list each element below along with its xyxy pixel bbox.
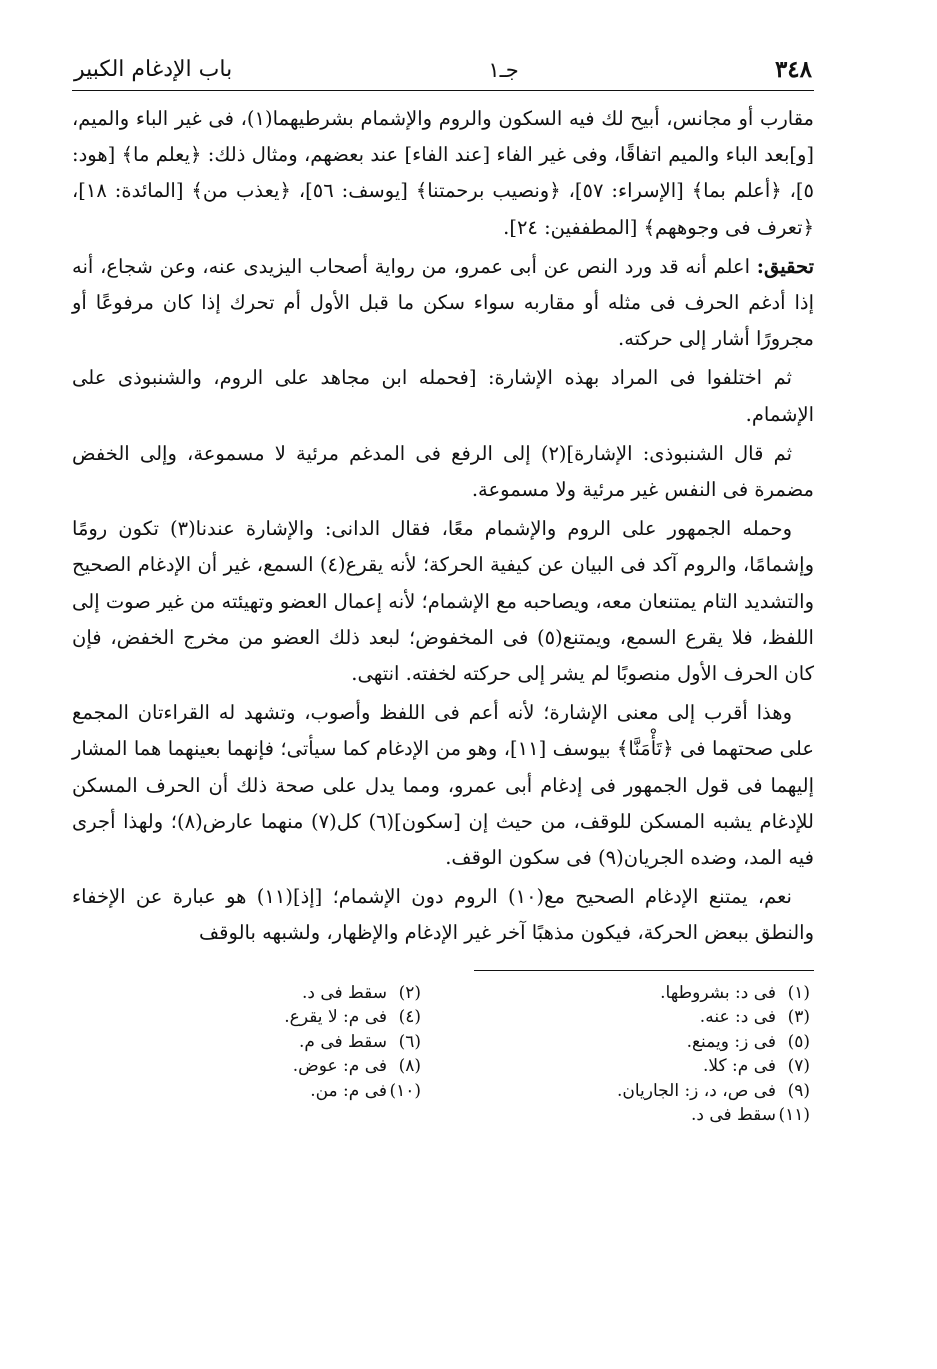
footnote-text: فى د: بشروطها. (660, 982, 776, 1003)
paragraph-term: تحقيق: (756, 254, 814, 278)
footnote-number: (٤) (398, 1007, 421, 1028)
running-header (72, 50, 814, 91)
footnote (461, 981, 810, 1006)
footnote (72, 1030, 421, 1055)
paragraph: وهذا أقرب إلى معنى الإشارة؛ لأنه أعم فى اللفظ وأصوب، وتشهد له القراءتان المجمع على صحتهما فى ﴿تَأْمَنَّا﴾ بيوسف [١١]، وهو من الإدغام كما سيأتى؛ فإنهما بعينهما هما المشار إليهما فى قول الجمهور فى إدغام أبى عمرو، ومما يدل على صحة ذلك أن الحرف المسكن للإدغام يشبه المسكن للوقف، من حيث إن [سكون](٦) كل(٧) منهما عارض(٨)؛ ولهذا أجرى فيه المد، وضده الجريان(٩) فى سكون الوقف. (72, 701, 815, 870)
paragraph: نعم، يمتنع الإدغام الصحيح مع(١٠) الروم دون الإشمام؛ [إذ](١١) هو عبارة عن الإخفاء والنطق ببعض الحركة، فيكون مذهبًا آخر غير الإدغام والإظهار، ولشبهه بالوقف (72, 885, 814, 945)
footnote-number: (٨) (398, 1056, 421, 1077)
volume-label: جـ١ (488, 58, 519, 82)
footnote (72, 981, 421, 1006)
footnote (461, 1030, 810, 1055)
footnote-text: فى د: عنه. (699, 1007, 776, 1028)
footnote (461, 1079, 810, 1104)
paragraph-text: اعلم أنه قد ورد النص عن أبى عمرو، من رواية أصحاب اليزيدى عنه، وعن شجاع، أنه إذا أدغم الحرف فى مثله أو مقاربه سواء سكن ما قبل الأول أم تحرك إذا كان مرفوعًا أو مجرورًا أشار إلى حركته. (72, 254, 814, 351)
footnote-number: (١٠) (389, 1080, 421, 1101)
chapter-title: باب الإدغام الكبير (74, 57, 233, 82)
footnote (461, 1054, 810, 1079)
footnote-text: سقط فى د. (690, 1105, 776, 1126)
footnote-text: فى ز: ويمنع. (686, 1031, 776, 1052)
paragraph: مقارب أو مجانس، أبيح لك فيه السكون والروم والإشمام بشرطيهما(١)، فى غير الباء والميم، [و]بعد الباء والميم اتفاقًا، وفى غير الفاء [عند الفاء] عند بعضهم، ومثال ذلك: ﴿يعلم ما﴾ [هود: ٥]، ﴿أعلم بما﴾ [الإسراء: ٥٧]، ﴿ونصيب برحمتنا﴾ [يوسف: ٥٦]، ﴿يعذب من﴾ [المائدة: ١٨]، ﴿تعرف فى وجوههم﴾ [المطففين: ٢٤]. (72, 107, 814, 239)
footnote-text: فى م: كلا. (703, 1056, 776, 1077)
footnote-number: (٩) (787, 1080, 810, 1101)
paragraph: ثم اختلفوا فى المراد بهذه الإشارة: [فحمله ابن مجاهد على الروم، والشنبوذى على الإشمام. (72, 366, 814, 426)
footnote-number: (٦) (398, 1031, 421, 1052)
footnotes (72, 981, 814, 1128)
footnote (72, 1054, 421, 1079)
paragraph: وحمله الجمهور على الروم والإشمام معًا، فقال الدانى: والإشارة عندنا(٣) تكون رومًا وإشمامًا، والروم آكد فى البيان عن كيفية الحركة؛ لأنه يقرع(٤) السمع، غير أن الإدغام الصحيح والتشديد التام يمتنعان معه، ويصاحبه مع الإشمام؛ لأنه إعمال العضو وتهيئته من غير صوت إلى اللفظ، فلا يقرع السمع، ويمتنع(٥) فى المخفوض؛ لبعد ذلك العضو من مخرج الخفض، فإن كان الحرف الأول منصوبًا لم يشر إلى حركته لخفته. انتهى. (72, 517, 814, 686)
footnote-divider (474, 970, 814, 971)
footnote-text: سقط فى م. (298, 1031, 387, 1052)
footnote (72, 1005, 421, 1030)
footnote-number: (١١) (778, 1105, 810, 1126)
footnote-number: (١) (787, 982, 810, 1003)
footnote (72, 1079, 421, 1104)
footnote-number: (٧) (787, 1056, 810, 1077)
footnote-text: سقط فى د. (301, 982, 387, 1003)
footnote-number: (٢) (398, 982, 421, 1003)
footnote (461, 1103, 810, 1128)
paragraph (72, 249, 814, 358)
main-text (72, 101, 814, 952)
paragraph: ثم قال الشنبوذى: الإشارة](٢) إلى الرفع فى المدغم مرئية لا مسموعة، وإلى الخفض مضمرة فى النفس غير مرئية ولا مسموعة. (72, 441, 814, 502)
footnote (461, 1005, 810, 1030)
page-number: ٣٤٨ (774, 56, 812, 83)
footnote-text: فى ص، د، ز: الجاريان. (616, 1080, 776, 1101)
footnote-number: (٣) (787, 1007, 810, 1028)
footnote-text: فى م: من. (310, 1080, 387, 1101)
footnote-text: فى م: عوض. (292, 1056, 387, 1077)
footnote-number: (٥) (787, 1031, 810, 1052)
page (72, 50, 814, 1128)
footnote-text: فى م: لا يقرع. (284, 1007, 387, 1028)
